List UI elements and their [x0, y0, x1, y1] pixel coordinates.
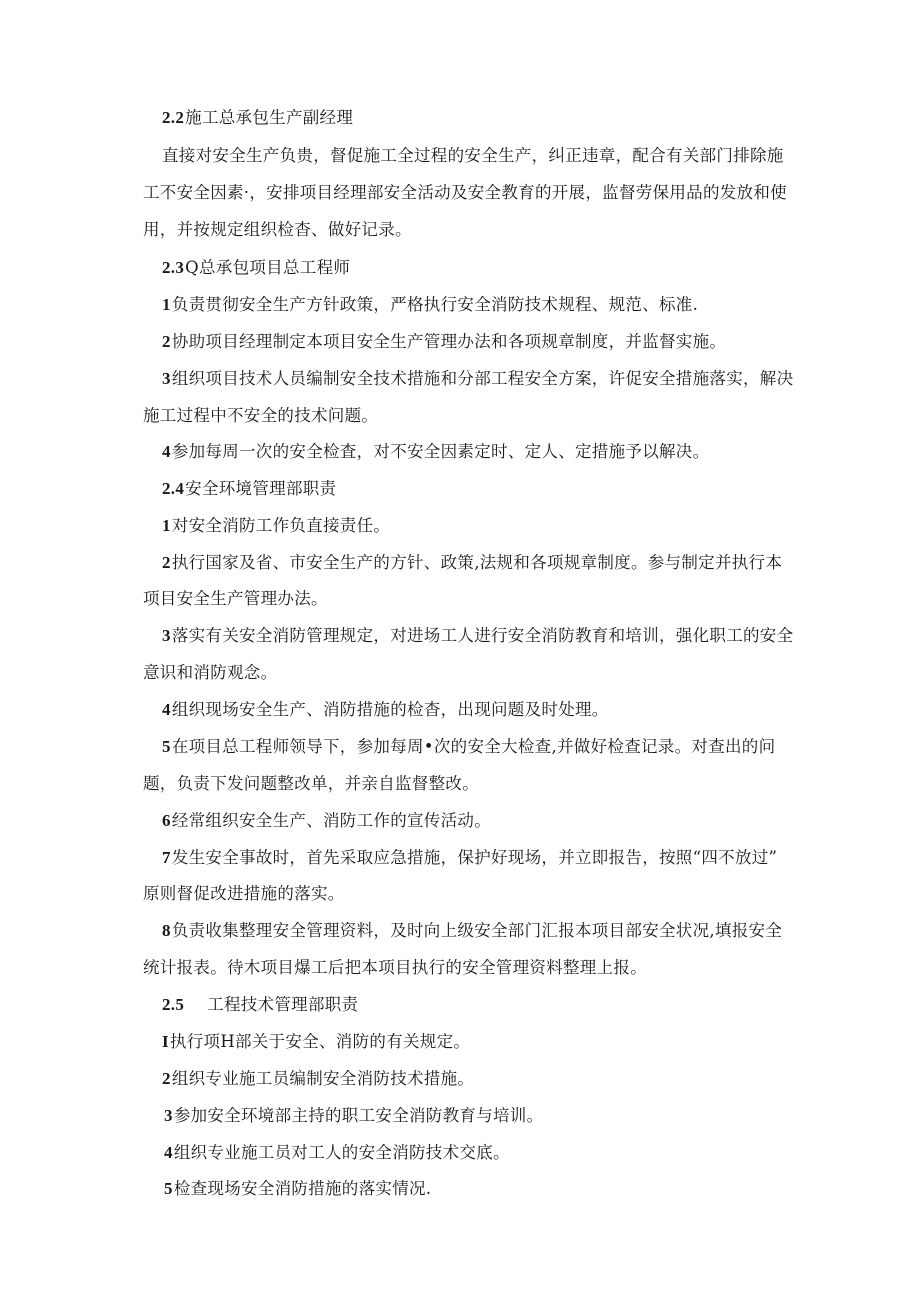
item-number: I — [162, 1032, 169, 1051]
line-text: 直接对安全生产负贵，督促施工全过程的安全生产，纠正违章，配合有关部门排除施 — [162, 146, 784, 165]
paragraph-line — [143, 587, 328, 611]
list-item — [162, 809, 491, 833]
item-text: 落实有关安全消防管理规定，对进场工人进行安全消防教育和培训，强化职工的安全 — [171, 626, 794, 645]
item-text: 检查现场安全消防措施的落实情况. — [173, 1179, 432, 1198]
list-item — [162, 514, 390, 538]
line-text: 统计报表。待木项目爆工后把本项目执行的安全管理资料整理上报。 — [143, 958, 647, 977]
section-title: 安全环境管理部职责 — [185, 479, 337, 498]
paragraph-line — [143, 181, 787, 205]
list-item — [164, 1141, 510, 1165]
item-number: 4 — [164, 1143, 173, 1162]
item-text: 参加安全环境部主持的职工安全消防教育与培训。 — [173, 1106, 544, 1125]
item-number: 2 — [162, 332, 171, 351]
line-text: 用，并按规定组织检杳、做好记录。 — [143, 220, 412, 239]
list-item — [162, 698, 609, 722]
item-text: 发生安全事故时，首先采取应急措施，保护好现场，并立即报告，按照“四不放过” — [171, 848, 778, 867]
paragraph-line — [143, 218, 412, 242]
list-item — [162, 735, 775, 759]
item-text: 负责贯彻安全生产方针政策，严格执行安全消防技术规程、规范、标准. — [171, 295, 699, 314]
item-text: 组织项目技术人员编制安全技术措施和分部工程安全方案，许促安全措施落实，解决 — [171, 369, 794, 388]
item-number: 5 — [162, 737, 171, 756]
section-heading-2-5 — [162, 993, 358, 1017]
paragraph-line — [162, 144, 784, 168]
item-number: 2 — [162, 553, 171, 572]
section-heading-2-4 — [162, 477, 336, 501]
item-text: 在项目总工程师领导下，参加每周•次的安全大检查,并做好检查记录。对查出的问 — [171, 737, 776, 756]
item-text: 组织专业施工员对工人的安全消防技术交底。 — [173, 1143, 510, 1162]
item-number: 6 — [162, 811, 171, 830]
paragraph-line — [143, 956, 647, 980]
paragraph-line — [143, 772, 479, 796]
item-number: 5 — [164, 1179, 173, 1198]
list-item — [162, 1067, 474, 1091]
section-title: 工程技术管理部职责 — [207, 995, 359, 1014]
item-text: 执行项H部关于安全、消防的有关规定。 — [169, 1032, 471, 1051]
item-text: 协助项目经理制定本项目安全生产管理办法和各项规章制度，并监督实施。 — [171, 332, 727, 351]
list-item — [162, 846, 777, 870]
list-item — [162, 551, 782, 575]
list-item — [162, 293, 698, 317]
line-text: 工不安全因素·，安排项目经理部安全活动及安全教育的开展，监督劳保用品的发放和使 — [143, 183, 787, 202]
section-number: 2.3 — [162, 258, 185, 277]
item-text: 参加每周一次的安全检査，对不安全因素定时、定人、定措施予以解决。 — [171, 442, 710, 461]
list-item — [162, 330, 726, 354]
section-number: 2.2 — [162, 108, 185, 127]
paragraph-line — [143, 404, 378, 428]
item-text: 经常组织安全生产、消防工作的宣传活动。 — [171, 811, 492, 830]
section-number: 2.4 — [162, 479, 185, 498]
item-text: 执行国家及省、市安全生产的方针、政策,法规和各项规章制度。参与制定并执行本 — [171, 553, 783, 572]
section-number: 2.5 — [162, 995, 185, 1014]
section-title: Q总承包项目总工程师 — [185, 258, 351, 277]
list-item — [162, 440, 709, 464]
item-number: 4 — [162, 442, 171, 461]
item-text: 组织专业施工员编制安全消防技术措施。 — [171, 1069, 475, 1088]
line-text: 题，负责下发问题整改单，并亲自监督整改。 — [143, 774, 479, 793]
item-number: 1 — [162, 295, 171, 314]
item-number: 4 — [162, 700, 171, 719]
item-number: 3 — [162, 626, 171, 645]
item-text: 对安全消防工作负直接责任。 — [171, 516, 391, 535]
section-heading-2-2 — [162, 106, 353, 130]
paragraph-line — [143, 882, 345, 906]
item-number: 7 — [162, 848, 171, 867]
list-item — [164, 1177, 431, 1201]
item-number: 3 — [162, 369, 171, 388]
line-text: 意识和消防观念。 — [143, 663, 278, 682]
list-item — [162, 919, 782, 943]
item-number: 1 — [162, 516, 171, 535]
item-text: 组织现场安全生产、消防措施的检杳，出现问题及时处理。 — [171, 700, 609, 719]
item-number: 8 — [162, 921, 171, 940]
item-number: 2 — [162, 1069, 171, 1088]
section-heading-2-3 — [162, 256, 350, 280]
line-text: 原则督促改进措施的落实。 — [143, 884, 345, 903]
list-item — [164, 1104, 543, 1128]
list-item — [162, 624, 793, 648]
list-item — [162, 367, 793, 391]
paragraph-line — [143, 661, 277, 685]
item-text: 负责收集整理安全管理资料，及时向上级安全部门汇报本项目部安全状况,填报安全 — [171, 921, 783, 940]
list-item — [162, 1030, 470, 1054]
line-text: 项目安全生产管理办法。 — [143, 589, 328, 608]
line-text: 施工过程中不安全的技术问题。 — [143, 406, 379, 425]
section-title: 施工总承包生产副经理 — [185, 108, 354, 127]
item-number: 3 — [164, 1106, 173, 1125]
